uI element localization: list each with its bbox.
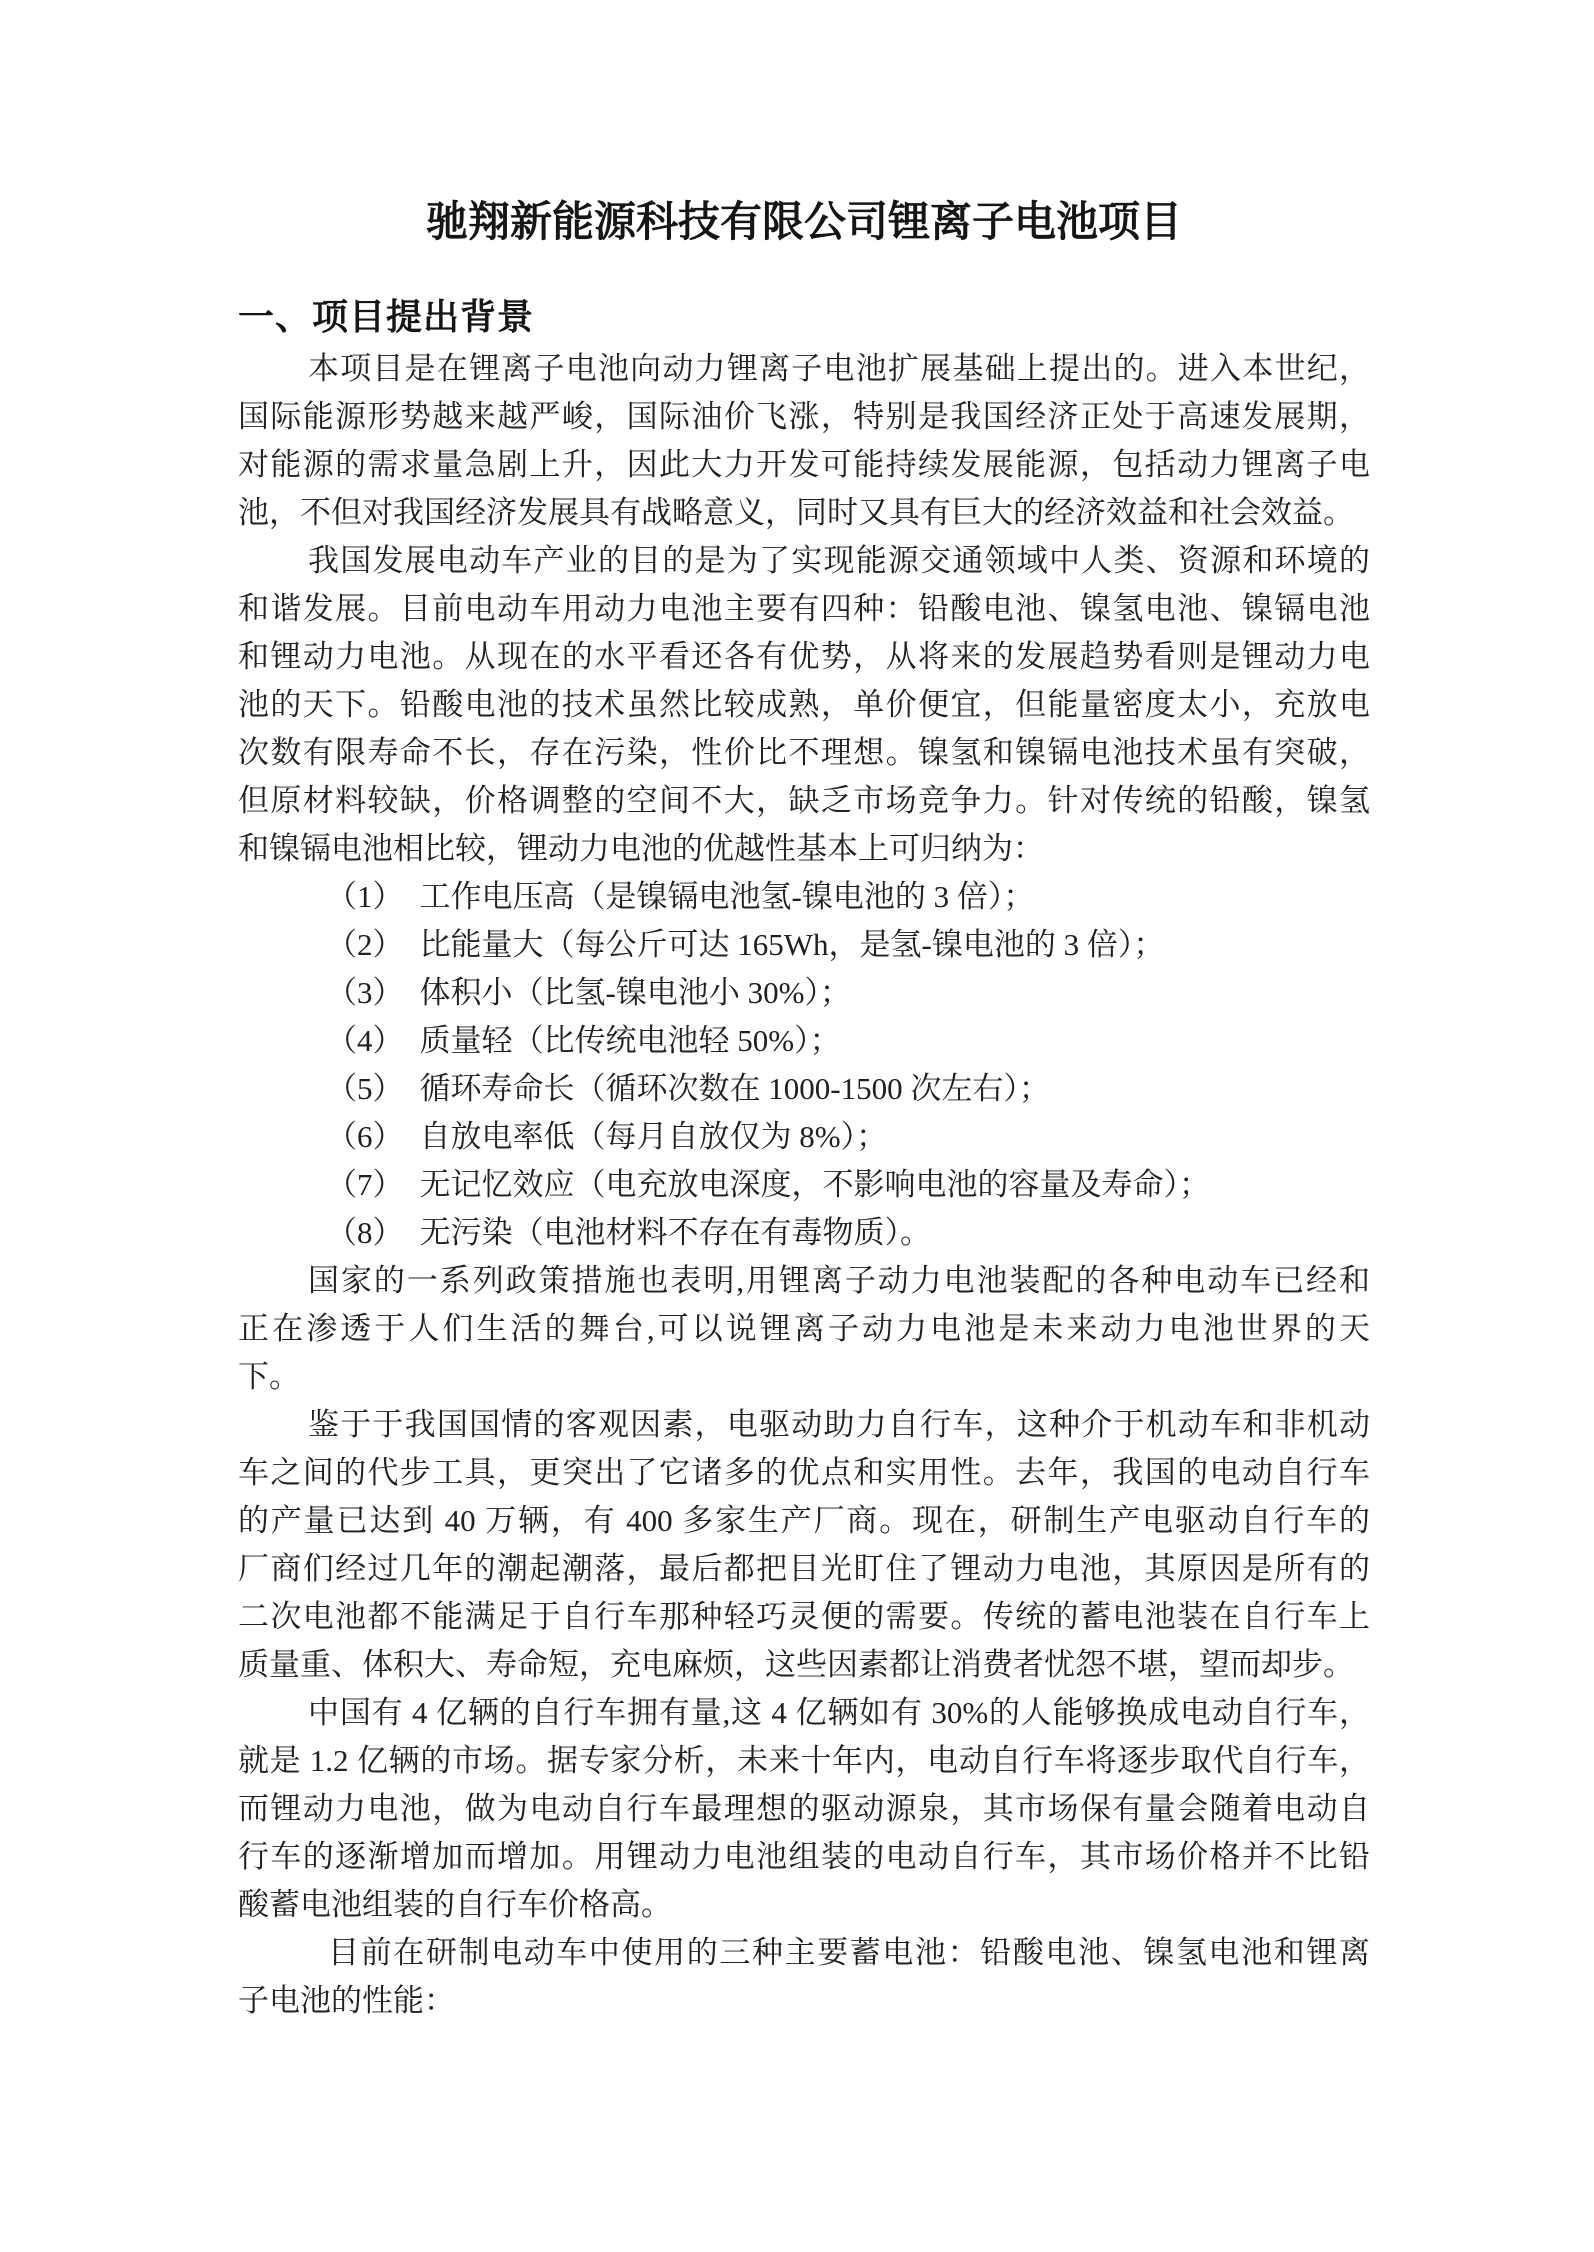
text-line: 次数有限寿命不长，存在污染，性价比不理想。镍氢和镍镉电池技术虽有突破， <box>238 735 1370 770</box>
text-line: 的产量已达到 40 万辆，有 400 多家生产厂商。现在，研制生产电驱动自行车的 <box>238 1503 1370 1538</box>
list-item <box>238 1161 1370 1209</box>
list-item-number: （1） <box>326 879 404 914</box>
list-item <box>238 1065 1370 1113</box>
list-item <box>238 873 1370 921</box>
text-line: 和镍镉电池相比较，锂动力电池的优越性基本上可归纳为： <box>238 831 1044 866</box>
text-line: 本项目是在锂离子电池向动力锂离子电池扩展基础上提出的。进入本世纪， <box>308 351 1370 386</box>
text-line: 就是 1.2 亿辆的市场。据专家分析，未来十年内，电动自行车将逐步取代自行车， <box>238 1743 1370 1778</box>
text-line: 国际能源形势越来越严峻，国际油价飞涨，特别是我国经济正处于高速发展期， <box>238 399 1370 434</box>
text-line: 目前在研制电动车中使用的三种主要蓄电池：铅酸电池、镍氢电池和锂离 <box>328 1935 1370 1970</box>
document-body <box>238 345 1370 2025</box>
list-item-text: 无污染（电池材料不存在有毒物质）。 <box>419 1215 931 1250</box>
text-line: 酸蓄电池组装的自行车价格高。 <box>238 1887 672 1922</box>
list-item-text: 比能量大（每公斤可达 165Wh，是氢-镍电池的 3 倍）； <box>419 927 1165 962</box>
list-item <box>238 1113 1370 1161</box>
list-item-text: 无记忆效应（电充放电深度，不影响电池的容量及寿命）； <box>419 1167 1210 1202</box>
list-item-number: （2） <box>326 927 404 962</box>
list-item-text: 体积小（比氢-镍电池小 30%）； <box>419 975 851 1010</box>
text-line: 二次电池都不能满足于自行车那种轻巧灵便的需要。传统的蓄电池装在自行车上 <box>238 1599 1370 1634</box>
text-line: 和谐发展。目前电动车用动力电池主要有四种：铅酸电池、镍氢电池、镍镉电池 <box>238 591 1370 626</box>
text-line: 我国发展电动车产业的目的是为了实现能源交通领域中人类、资源和环境的 <box>308 543 1370 578</box>
section-heading: 一、项目提出背景 <box>238 296 535 337</box>
text-line: 国家的一系列政策措施也表明,用锂离子动力电池装配的各种电动车已经和 <box>308 1263 1370 1298</box>
text-line: 正在渗透于人们生活的舞台,可以说锂离子动力电池是未来动力电池世界的天 <box>238 1311 1370 1346</box>
list-item <box>238 921 1370 969</box>
list-item-number: （3） <box>326 975 404 1010</box>
document-title: 驰翔新能源科技有限公司锂离子电池项目 <box>425 198 1182 245</box>
list-item <box>238 1209 1370 1257</box>
list-item-number: （6） <box>326 1119 404 1154</box>
list-item-number: （5） <box>326 1071 404 1106</box>
text-line: 子电池的性能： <box>238 1983 455 2018</box>
list-item <box>238 969 1370 1017</box>
text-line: 厂商们经过几年的潮起潮落，最后都把目光盯住了锂动力电池，其原因是所有的 <box>238 1551 1370 1586</box>
list-item-text: 自放电率低（每月自放仅为 8%）； <box>419 1119 888 1154</box>
list-item-text: 循环寿命长（循环次数在 1000-1500 次左右）； <box>419 1071 1050 1106</box>
text-line: 行车的逐渐增加而增加。用锂动力电池组装的电动自行车，其市场价格并不比铅 <box>238 1839 1370 1874</box>
list-item-number: （7） <box>326 1167 404 1202</box>
text-line: 下。 <box>238 1359 300 1394</box>
text-line: 中国有 4 亿辆的自行车拥有量,这 4 亿辆如有 30%的人能够换成电动自行车， <box>308 1695 1370 1730</box>
text-line: 对能源的需求量急剧上升，因此大力开发可能持续发展能源，包括动力锂离子电 <box>238 447 1370 482</box>
text-line: 鉴于于我国国情的客观因素，电驱动助力自行车，这种介于机动车和非机动 <box>308 1407 1370 1442</box>
text-line: 车之间的代步工具，更突出了它诸多的优点和实用性。去年，我国的电动自行车 <box>238 1455 1370 1490</box>
text-line: 质量重、体积大、寿命短，充电麻烦，这些因素都让消费者忧怨不堪，望而却步。 <box>238 1647 1354 1682</box>
text-line: 而锂动力电池，做为电动自行车最理想的驱动源泉，其市场保有量会随着电动自 <box>238 1791 1370 1826</box>
list-item-text: 质量轻（比传统电池轻 50%）； <box>419 1023 841 1058</box>
list-item-number: （8） <box>326 1215 404 1250</box>
list-item <box>238 1017 1370 1065</box>
list-item-text: 工作电压高（是镍镉电池氢-镍电池的 3 倍）； <box>419 879 1035 914</box>
text-line: 和锂动力电池。从现在的水平看还各有优势，从将来的发展趋势看则是锂动力电 <box>238 639 1370 674</box>
text-line: 但原材料较缺，价格调整的空间不大，缺乏市场竞争力。针对传统的铅酸，镍氢 <box>238 783 1370 818</box>
list-item-number: （4） <box>326 1023 404 1058</box>
document-content <box>238 196 1370 2025</box>
text-line: 池的天下。铅酸电池的技术虽然比较成熟，单价便宜，但能量密度太小，充放电 <box>238 687 1370 722</box>
text-line: 池，不但对我国经济发展具有战略意义，同时又具有巨大的经济效益和社会效益。 <box>238 495 1354 530</box>
